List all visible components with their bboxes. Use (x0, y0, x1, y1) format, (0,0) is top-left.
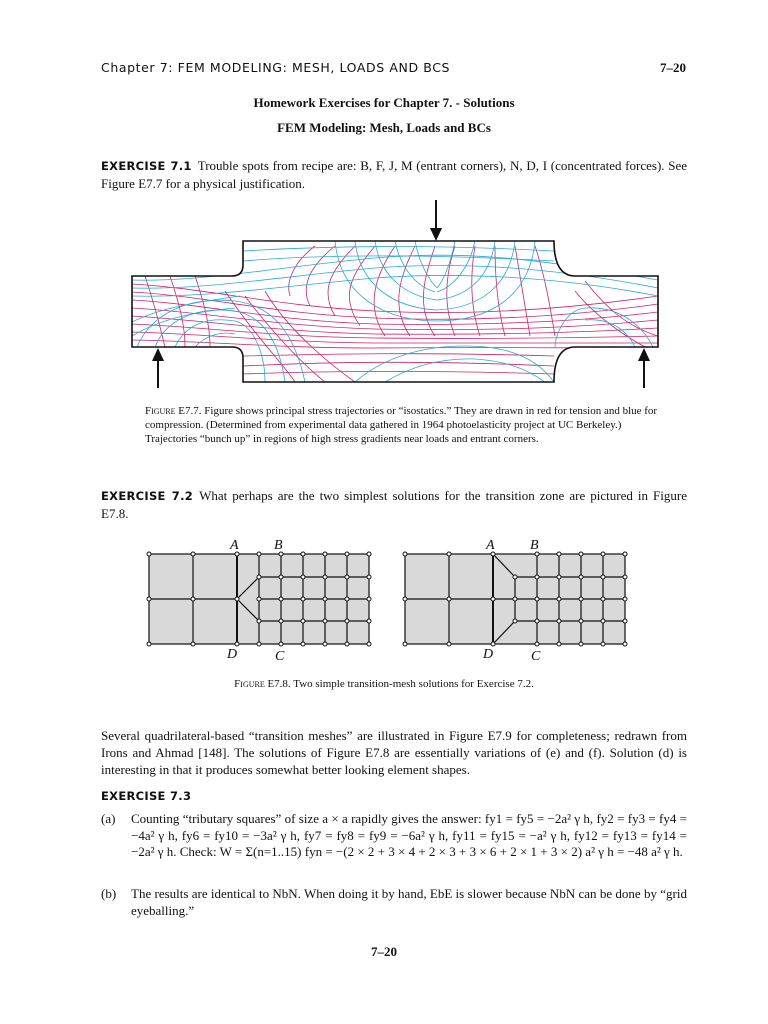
exercise-7-1 (101, 157, 687, 192)
label-B-right: B (530, 538, 539, 553)
label-A-left: A (230, 538, 239, 553)
figure-e7-7-isostatics (125, 196, 665, 392)
label-B-left: B (274, 538, 283, 553)
running-head: Chapter 7: FEM MODELING: MESH, LOADS AND BCS (101, 60, 451, 75)
exercise-text: Trouble spots from recipe are: B, F, J, M (entrant corners), N, D, I (concentrated forces). See Figure E7.7 for a physical justification. (101, 158, 688, 191)
support-arrow-right (638, 348, 650, 388)
load-arrow-top (430, 200, 442, 241)
exercise-label: EXERCISE 7.2 (101, 489, 194, 503)
label-D-left: D (227, 647, 238, 662)
item-text: Counting “tributary squares” of size a × a rapidly gives the answer: fy1 = fy5 = −2a² γ h, fy2 = fy3 = fy4 = −4a² γ h, fy6 = fy10 = −3a² γ h, fy7 = fy8 = fy9 = −6a² γ h, fy11 = fy15 = −a² γ h, fy12 = fy13 = fy14 = −2a² γ h. Check: W = Σ(n=1..15) fyn = −(2 × 2 + 3 × 4 + 2 × 3 + 3 × 6 + 2 × 1 + 3 × 2) a² γ h = −48 a² γ h. (131, 811, 687, 859)
label-A-right: A (486, 538, 495, 553)
figure-e7-7-caption (145, 404, 675, 446)
exercise-label: EXERCISE 7.1 (101, 159, 192, 173)
page-number-bottom: 7–20 (371, 944, 397, 959)
page-number-top: 7–20 (660, 60, 686, 75)
section-subtitle: FEM Modeling: Mesh, Loads and BCs (277, 120, 491, 135)
item-text: The results are identical to NbN. When doing it by hand, EbE is slower because NbN can be done by “grid eyeballing.” (131, 886, 687, 918)
figure-label: Figure E7.7. (145, 405, 202, 417)
figure-e7-8-transition-meshes (140, 534, 640, 666)
section-title: Homework Exercises for Chapter 7. - Solutions (253, 95, 515, 110)
label-D-right: D (483, 647, 494, 662)
figure-e7-8-caption (0, 677, 768, 691)
exercise-7-2 (101, 487, 687, 522)
figure-label: Figure E7.8. (234, 678, 291, 690)
item-tag: (a) (101, 811, 116, 826)
exercise-7-3-part-a (101, 811, 687, 861)
caption-text: Figure shows principal stress trajectories or “isostatics.” They are drawn in red for tension and blue for compression. (Determined from experimental data gathered in 1964 photoelasticity project at UC Berkeley.) Trajectories “bunch up” in regions of high stress gradients near loads and entrant corners. (145, 405, 658, 445)
item-tag: (b) (101, 886, 117, 901)
exercise-label: EXERCISE 7.3 (101, 789, 192, 803)
caption-text: Two simple transition-mesh solutions for Exercise 7.2. (293, 678, 534, 690)
label-C-left: C (275, 649, 285, 664)
label-C-right: C (531, 649, 541, 664)
exercise-7-3-part-b (101, 886, 687, 919)
support-arrow-left (152, 348, 164, 388)
transition-mesh-paragraph: Several quadrilateral-based “transition meshes” are illustrated in Figure E7.9 for completeness; redrawn from Irons and Ahmad [148]. The solutions of Figure E7.8 are essentially variations of (e) and (f). Solution (d) is interesting in that it produces somewhat better looking element shapes. (101, 728, 687, 777)
exercise-7-3-heading (101, 787, 687, 805)
exercise-text: What perhaps are the two simplest solutions for the transition zone are pictured in Figure E7.8. (101, 488, 687, 521)
